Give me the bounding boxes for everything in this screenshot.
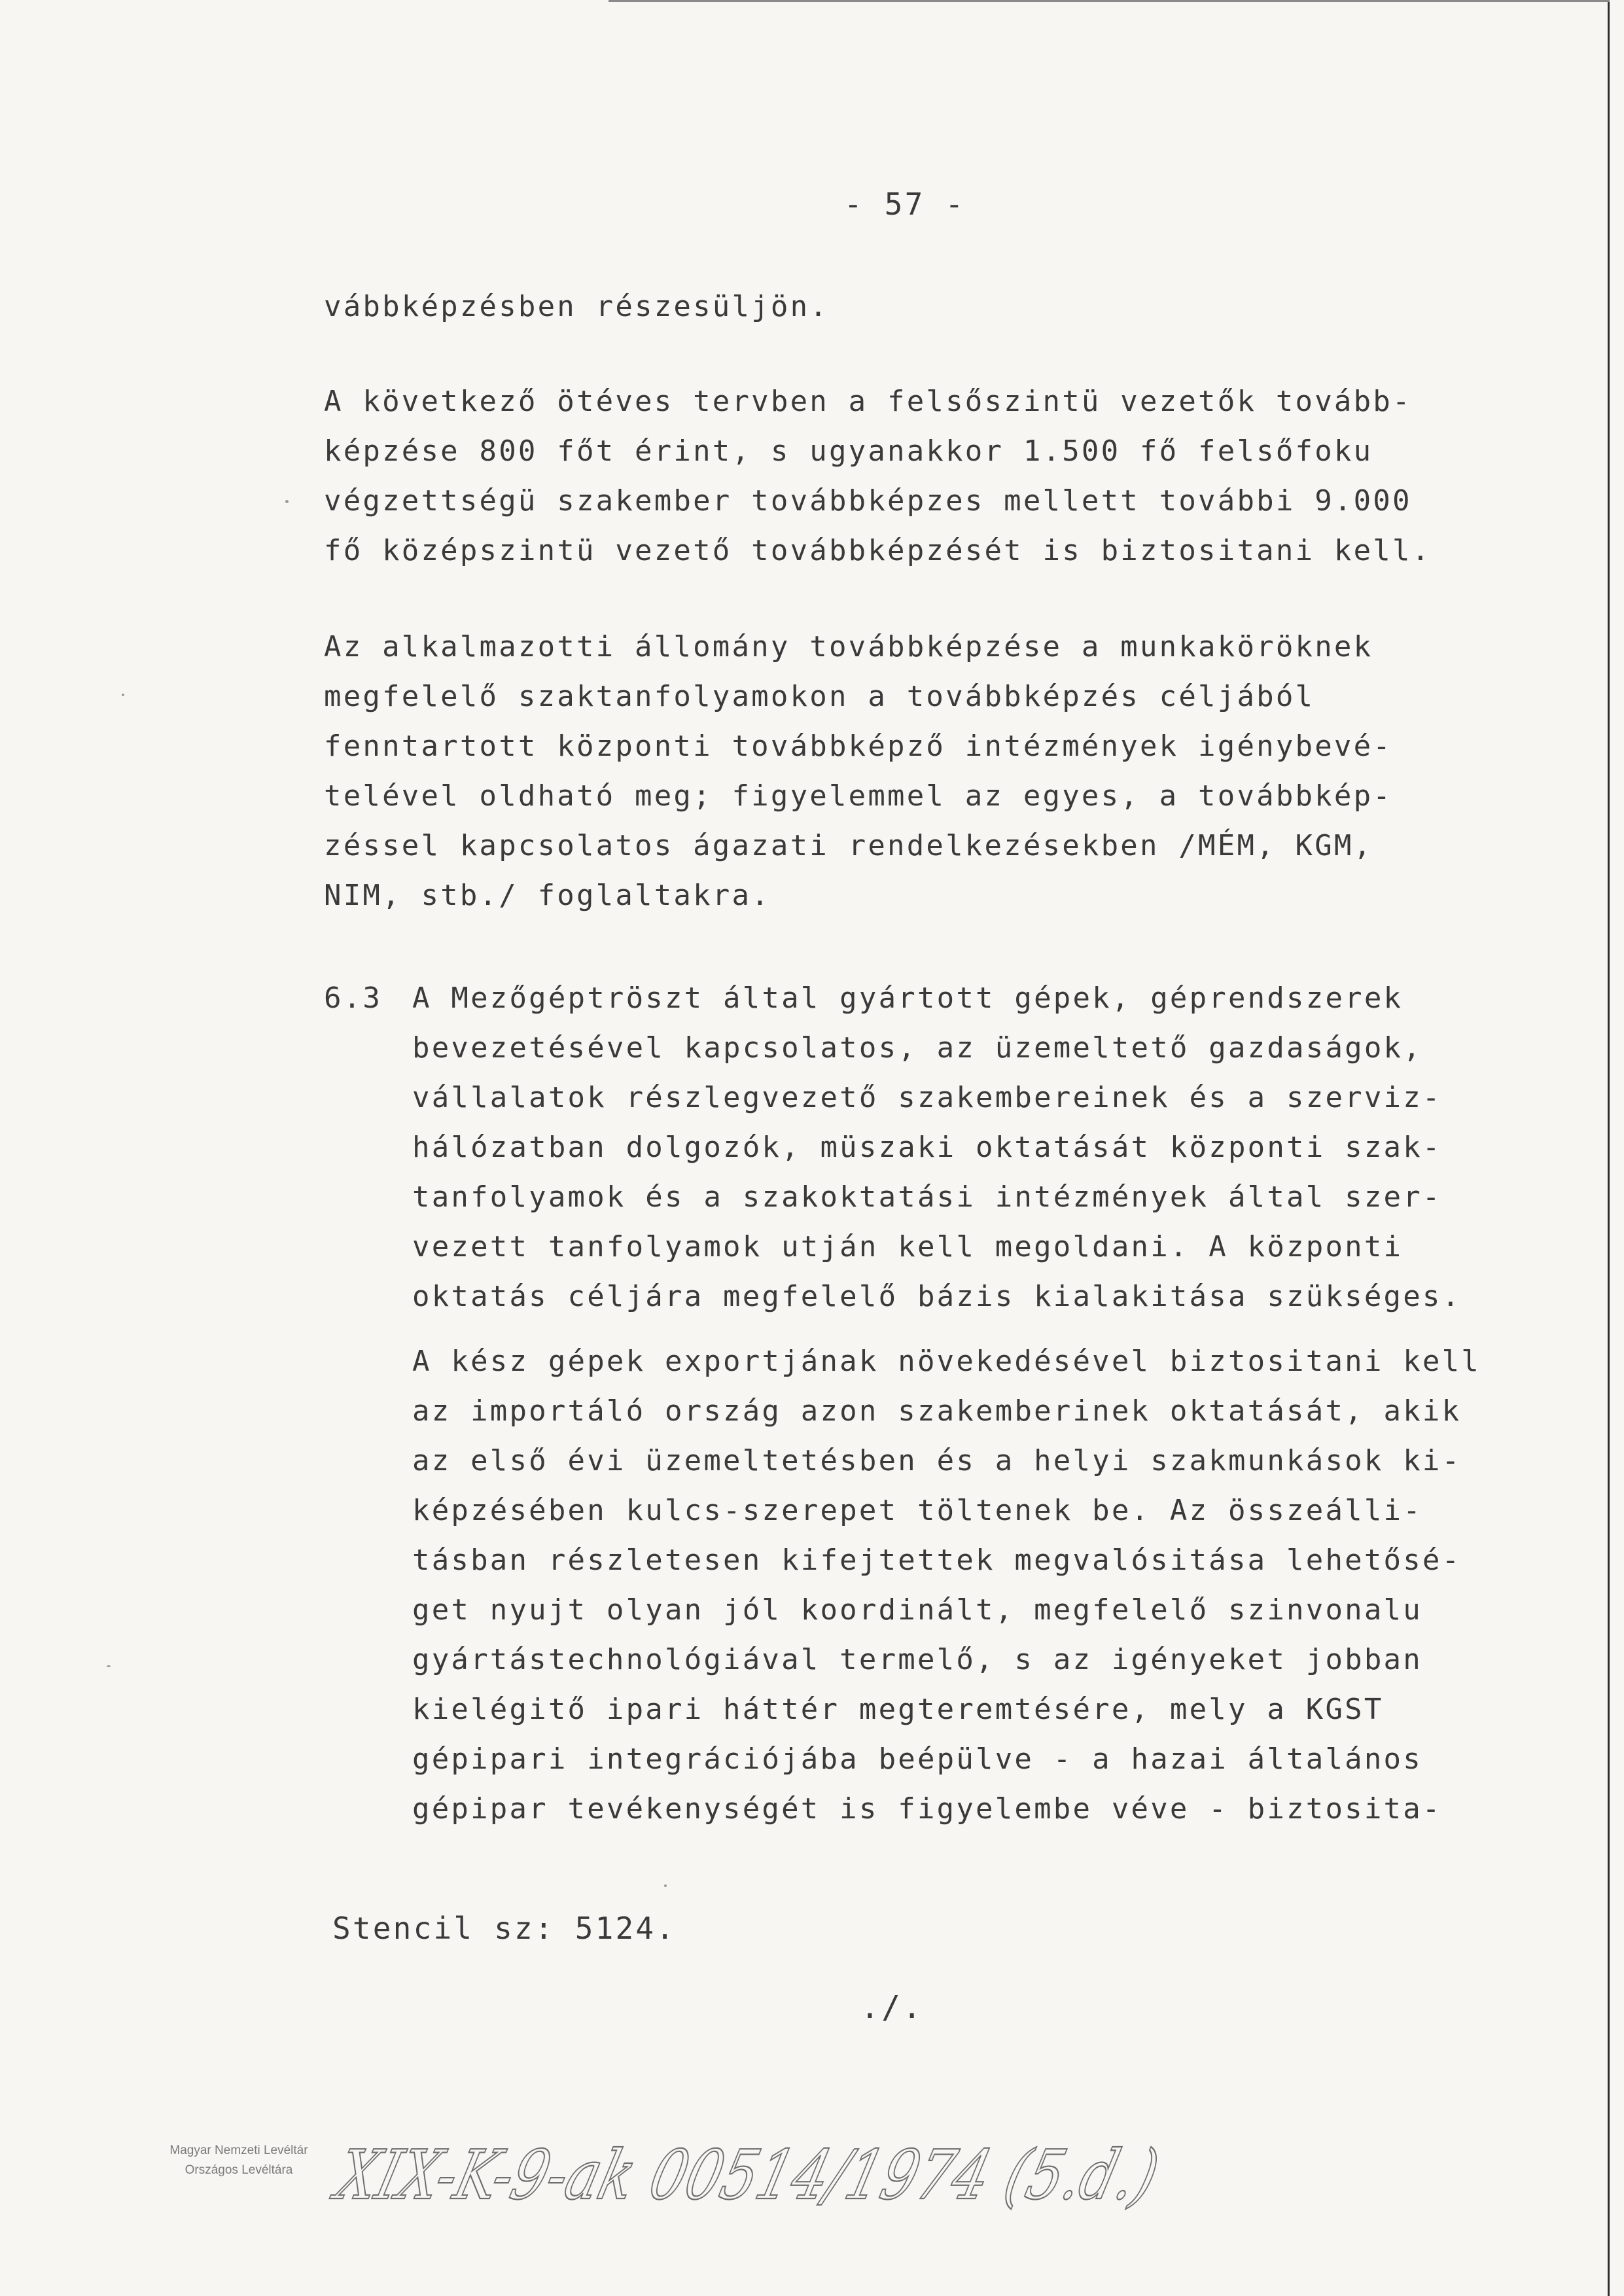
- text-line: képzésében kulcs-szerepet töltenek be. Az összeálli-: [412, 1494, 1422, 1527]
- stamp-line: Országos Levéltára: [185, 2163, 293, 2177]
- continuation-mark: ./.: [860, 1989, 924, 2026]
- text-line: fő középszintü vezető továbbképzését is biztositani kell.: [324, 534, 1432, 567]
- scan-speck: [107, 1665, 111, 1667]
- text-line: tanfolyamok és a szakoktatási intézmények által szer-: [412, 1180, 1442, 1214]
- text-line: oktatás céljára megfelelő bázis kialakitása szükséges.: [412, 1280, 1462, 1313]
- text-line: zéssel kapcsolatos ágazati rendelkezésekben /MÉM, KGM,: [324, 829, 1373, 862]
- text-line: kielégitő ipari háttér megteremtésére, mely a KGST: [412, 1693, 1384, 1726]
- text-line: az importáló ország azon szakemberinek oktatását, akik: [412, 1394, 1462, 1428]
- text-line: telével oldható meg; figyelemmel az egyes, a továbbkép-: [324, 779, 1392, 813]
- text-line: A kész gépek exportjának növekedésével biztositani kell: [412, 1345, 1481, 1378]
- stencil-number: Stencil sz: 5124.: [332, 1911, 677, 1946]
- text-line: gépipar tevékenységét is figyelembe véve - biztosita-: [412, 1792, 1442, 1826]
- text-line: A Mezőgéptröszt által gyártott gépek, géprendszerek: [412, 981, 1403, 1015]
- text-line: gyártástechnológiával termelő, s az igényeket jobban: [412, 1643, 1422, 1676]
- text-line: végzettségü szakember továbbképzes mellett további 9.000: [324, 484, 1412, 518]
- text-line: NIM, stb./ foglaltakra.: [324, 879, 771, 912]
- scan-speck: [285, 500, 289, 503]
- stamp-line: Magyar Nemzeti Levéltár: [169, 2144, 308, 2157]
- page-top-edge: [609, 0, 1610, 2]
- text-line: bevezetésével kapcsolatos, az üzemeltető gazdaságok,: [412, 1031, 1422, 1065]
- text-line: get nyujt olyan jól koordinált, megfelelő szinvonalu: [412, 1593, 1422, 1627]
- text-line: hálózatban dolgozók, müszaki oktatását központi szak-: [412, 1131, 1442, 1164]
- text-line: vállalatok részlegvezető szakembereinek és a szerviz-: [412, 1081, 1442, 1114]
- text-line: fenntartott központi továbbképző intézmények igénybevé-: [324, 730, 1392, 763]
- scan-speck: [122, 694, 124, 696]
- page-edge: [1608, 0, 1610, 2296]
- section-number: 6.3: [324, 981, 383, 1015]
- archive-reference-text: XIX-K-9-ak 00514/1974 (5.d.): [328, 2135, 1349, 2215]
- text-line: A következő ötéves tervben a felsőszintü vezetők tovább-: [324, 385, 1412, 418]
- text-line: tásban részletesen kifejtettek megvalósitása lehetősé-: [412, 1544, 1462, 1577]
- archive-reference: [328, 2117, 1349, 2228]
- scan-speck: [664, 1884, 667, 1887]
- text-line: Az alkalmazotti állomány továbbképzése a munkaköröknek: [324, 630, 1373, 663]
- page-number: - 57 -: [844, 186, 966, 222]
- text-line: vábbképzésben részesüljön.: [324, 290, 829, 323]
- text-line: megfelelő szaktanfolyamokon a továbbképzés céljából: [324, 680, 1315, 713]
- text-line: az első évi üzemeltetésben és a helyi szakmunkások ki-: [412, 1444, 1462, 1477]
- text-line: képzése 800 főt érint, s ugyanakkor 1.500 fő felsőfoku: [324, 434, 1373, 468]
- text-line: vezett tanfolyamok utján kell megoldani. A központi: [412, 1230, 1403, 1263]
- archive-stamp: [128, 2141, 350, 2180]
- text-line: gépipari integrációjába beépülve - a hazai általános: [412, 1742, 1422, 1776]
